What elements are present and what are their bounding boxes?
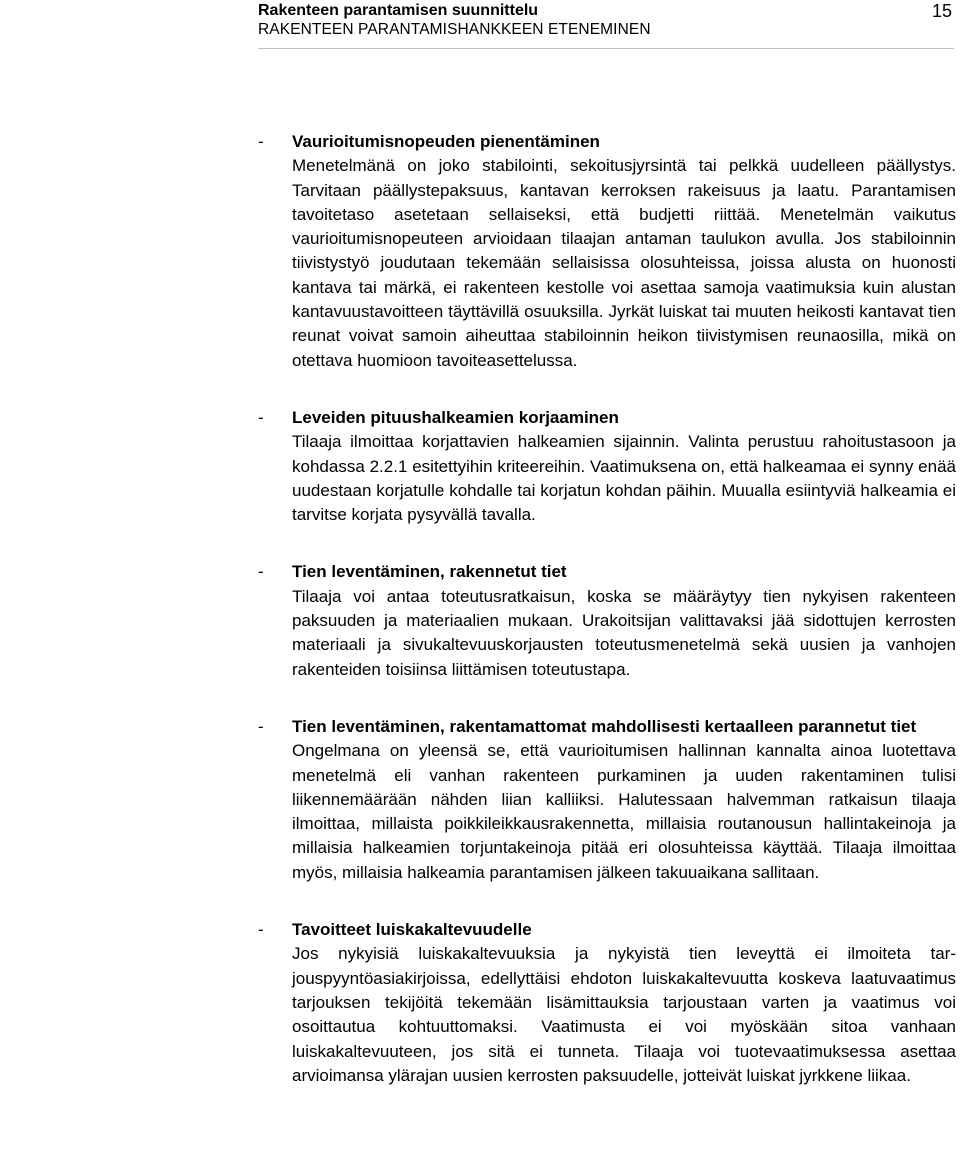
bullet-dash: - [258,132,264,151]
section-text: Jos nykyisiä luiskakaltevuuksia ja nykyistä tien leveyttä ei ilmoiteta tarjouspyyntöasiakirjoissa, edellyttäisi ehdoton luiskakaltevuutta koskeva laatuvaatimus tarjouksen tekijöitä tekemään lisämittauksia tarjoustaan varten ja vaatimus voi osoittautua kohtuuttomaksi. Vaatimusta ei voi myöskään sitoa vanhaan luiskakaltevuuteen, jos sitä ei tunneta. Tilaaja voi tuotevaatimuksessa asettaa arvioimansa ylärajan uusien kerrosten paksuudelle, jotteivät luiskat jyrkkene liikaa. [292,944,956,1085]
section-vaurioitumisnopeus [258,130,956,373]
header-title: Rakenteen parantamisen suunnittelu [258,2,539,19]
bullet-dash: - [258,562,264,582]
page-number: 15 [931,1,952,21]
document-body [258,130,956,1121]
section-leventaminen-rakentamattomat [258,715,956,885]
page-header [258,0,954,49]
section-leventaminen-rakennetut [258,560,956,681]
section-text: Tilaaja ilmoittaa korjattavien halkeamien sijainnin. Valinta perustuu rahoitustasoon ja kohdassa 2.2.1 esitettyihin kriteereihin. Vaatimuksena on, että halkeamaa ei synny enää uudestaan korjatulle kohdalle tai korjatun kohdan päihin. Muualla esiintyviä halkeamia ei tarvitse korjata pysyvällä tavalla. [292,432,956,525]
section-text: Menetelmänä on joko stabilointi, sekoitusjyrsintä tai pelkkä uudelleen päällystys. Tarvitaan päällystepaksuus, kantavan kerroksen rakeisuus ja laatu. Parantamisen tavoitetaso asetetaan sellaiseksi, että budjetti riittää. Menetelmän vaikutus vaurioitumisnopeuteen arvioidaan tilaajan antaman taulukon avulla. Jos stabiloinnin tiivistystyö joudutaan tekemään sellaisissa olosuhteissa, joissa alusta on huonosti kantava tai märkä, ei rakenteen kestolle voi asettaa samoja vaatimuksia kuin alustan kantavuustavoitteen täyttävillä osuuksilla. Jyrkät luiskat tai muuten heikosti kantavat tien reunat voivat samoin aiheuttaa stabiloinnin heikon tiivistymisen reunaosilla, mikä on otettava huomioon tavoiteasettelussa. [292,156,956,370]
section-text: Tilaaja voi antaa toteutusratkaisun, koska se määräytyy tien nykyisen rakenteen paksuuden ja materiaalien mukaan. Urakoitsijan valittavaksi jää sidottujen kerrosten materiaali ja sivukaltevuuskorjausten toteutusmenetelmä sekä uusien ja vanhojen rakenteiden toisiinsa liittämisen toteutustapa. [292,586,956,679]
section-pituushalkeamat [258,406,956,527]
bullet-dash: - [258,407,264,427]
bullet-dash: - [258,920,264,940]
section-title: Tien leventäminen, rakennetut tiet [292,562,567,582]
section-title: Leveiden pituushalkeamien korjaaminen [292,407,619,427]
section-title: Tien leventäminen, rakentamattomat mahdollisesti kertaalleen parannetut tiet [292,716,917,736]
section-luiskakaltevuus [258,918,956,1088]
section-title: Vaurioitumisnopeuden pienentäminen [292,132,600,151]
section-text: Ongelmana on yleensä se, että vaurioitumisen hallinnan kannalta ainoa luotettava menetelmä eli vanhan rakenteen purkaminen ja uuden rakentaminen tulisi liikennemäärään nähden liian kalliiksi. Halutessaan halvemman ratkaisun tilaaja ilmoittaa, millaista poikkileikkausrakennetta, millaisia routanousun hallintakeinoja ja millaisia halkeamien torjuntakeinoja pitää eri olosuhteissa käyttää. Tilaaja ilmoittaa myös, millaisia halkeamia parantamisen jälkeen takuuaikana sallitaan. [292,741,956,882]
section-title: Tavoitteet luiskakaltevuudelle [292,920,532,940]
bullet-dash: - [258,716,264,736]
header-subtitle: RAKENTEEN PARANTAMISHANKKEEN ETENEMINEN [258,21,651,38]
